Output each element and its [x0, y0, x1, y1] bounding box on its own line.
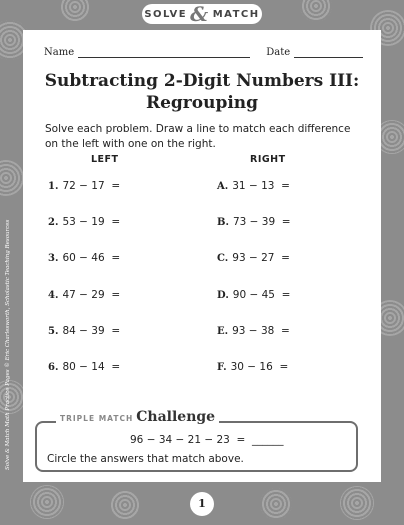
left-problem: 4. 47 − 29 = — [48, 289, 121, 301]
name-date-row — [44, 47, 363, 58]
logo-solve: SOLVE — [144, 8, 188, 20]
page-title — [23, 70, 381, 114]
triple-match-label: TRIPLE MATCH — [60, 414, 134, 423]
left-problem: 1. 72 − 17 = — [48, 180, 121, 192]
right-problem: C. 93 − 27 = — [217, 252, 290, 264]
left-column-header: LEFT — [91, 154, 119, 165]
left-problem: 2. 53 − 19 = — [48, 216, 121, 228]
page-number: 1 — [190, 492, 214, 516]
right-problem: D. 90 − 45 = — [217, 289, 291, 301]
logo-ampersand: & — [190, 2, 210, 26]
challenge-heading: Challenge — [136, 409, 216, 425]
name-field[interactable] — [78, 47, 250, 58]
challenge-instruction: Circle the answers that match above. — [47, 453, 244, 465]
right-problem: A. 31 − 13 = — [217, 180, 290, 192]
right-problem: F. 30 − 16 = — [217, 361, 289, 373]
left-problem: 6. 80 − 14 = — [48, 361, 121, 373]
right-problem: E. 93 − 38 = — [217, 325, 290, 337]
challenge-equation: 96 − 34 − 21 − 23 = ______ — [130, 434, 284, 446]
right-problem: B. 73 − 39 = — [217, 216, 291, 228]
title-line-2: Regrouping — [145, 93, 259, 113]
left-problem: 3. 60 − 46 = — [48, 252, 121, 264]
instructions: Solve each problem. Draw a line to match each difference on the left with one on the right. — [45, 123, 351, 150]
left-problem: 5. 84 − 39 = — [48, 325, 121, 337]
logo-match: MATCH — [212, 8, 260, 20]
date-label: Date — [266, 47, 291, 58]
right-column-header: RIGHT — [250, 154, 286, 165]
copyright-credit: Solve & Match Math Practice Pages © Eric Charlesworth, Scholastic Teaching Resources — [5, 219, 11, 470]
challenge-label — [56, 409, 219, 425]
date-field[interactable] — [294, 47, 363, 58]
name-label: Name — [44, 47, 75, 58]
solve-and-match-logo — [142, 4, 262, 24]
title-line-1: Subtracting 2-Digit Numbers III: — [44, 71, 360, 91]
